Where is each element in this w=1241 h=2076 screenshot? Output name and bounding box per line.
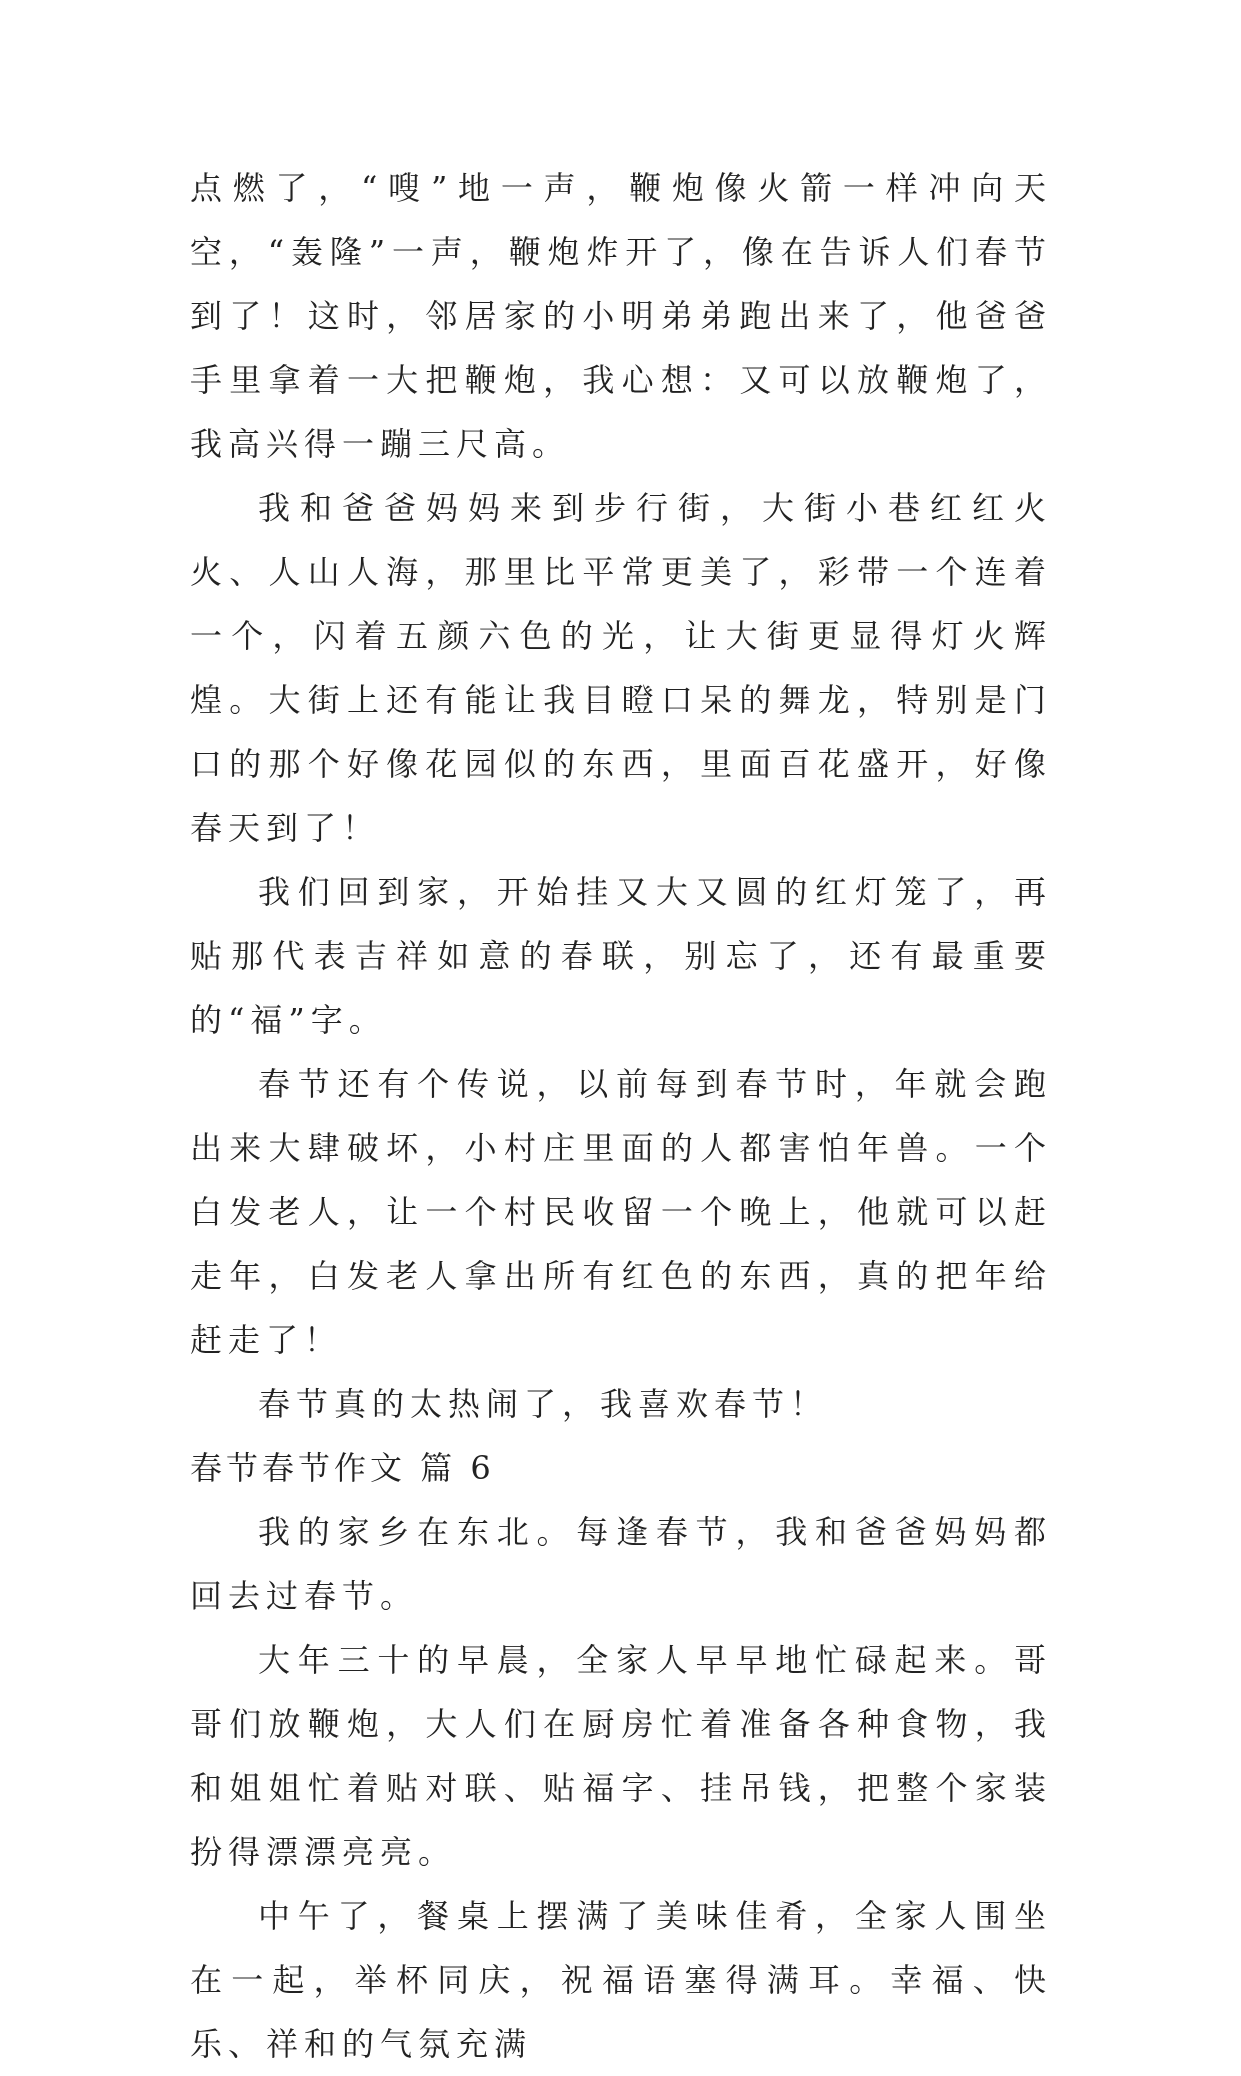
paragraph-lanterns: 我们回到家，开始挂又大又圆的红灯笼了，再贴那代表吉祥如意的春联，别忘了，还有最重要的“福”字。 — [190, 873, 1052, 1039]
paragraph-hometown: 我的家乡在东北。每逢春节，我和爸爸妈妈都回去过春节。 — [190, 1513, 1052, 1615]
document-page — [190, 156, 1052, 2076]
paragraph-pedestrian-street: 我和爸爸妈妈来到步行街，大街小巷红红火火、人山人海，那里比平常更美了，彩带一个连着一个，闪着五颜六色的光，让大街更显得灯火辉煌。大街上还有能让我目瞪口呆的舞龙，特别是门口的那个好像花园似的东西，里面百花盛开，好像春天到了！ — [190, 489, 1052, 847]
paragraph-firecrackers: 点燃了，“嗖”地一声，鞭炮像火箭一样冲向天空，“轰隆”一声，鞭炮炸开了，像在告诉人们春节到了！这时，邻居家的小明弟弟跑出来了，他爸爸手里拿着一大把鞭炮，我心想：又可以放鞭炮了，我高兴得一蹦三尺高。 — [190, 169, 1052, 463]
paragraph-new-years-eve-morning: 大年三十的早晨，全家人早早地忙碌起来。哥哥们放鞭炮，大人们在厨房忙着准备各种食物，我和姐姐忙着贴对联、贴福字、挂吊钱，把整个家装扮得漂漂亮亮。 — [190, 1641, 1052, 1871]
paragraph-legend: 春节还有个传说，以前每到春节时，年就会跑出来大肆破坏，小村庄里面的人都害怕年兽。一个白发老人，让一个村民收留一个晚上，他就可以赶走年，白发老人拿出所有红色的东西，真的把年给赶走了！ — [190, 1065, 1052, 1359]
section-heading: 春节春节作文 篇 6 — [190, 1449, 495, 1487]
paragraph-conclusion: 春节真的太热闹了，我喜欢春节！ — [258, 1385, 829, 1423]
paragraph-noon-feast: 中午了，餐桌上摆满了美味佳肴，全家人围坐在一起，举杯同庆，祝福语塞得满耳。幸福、快乐、祥和的气氛充满 — [190, 1897, 1052, 2063]
